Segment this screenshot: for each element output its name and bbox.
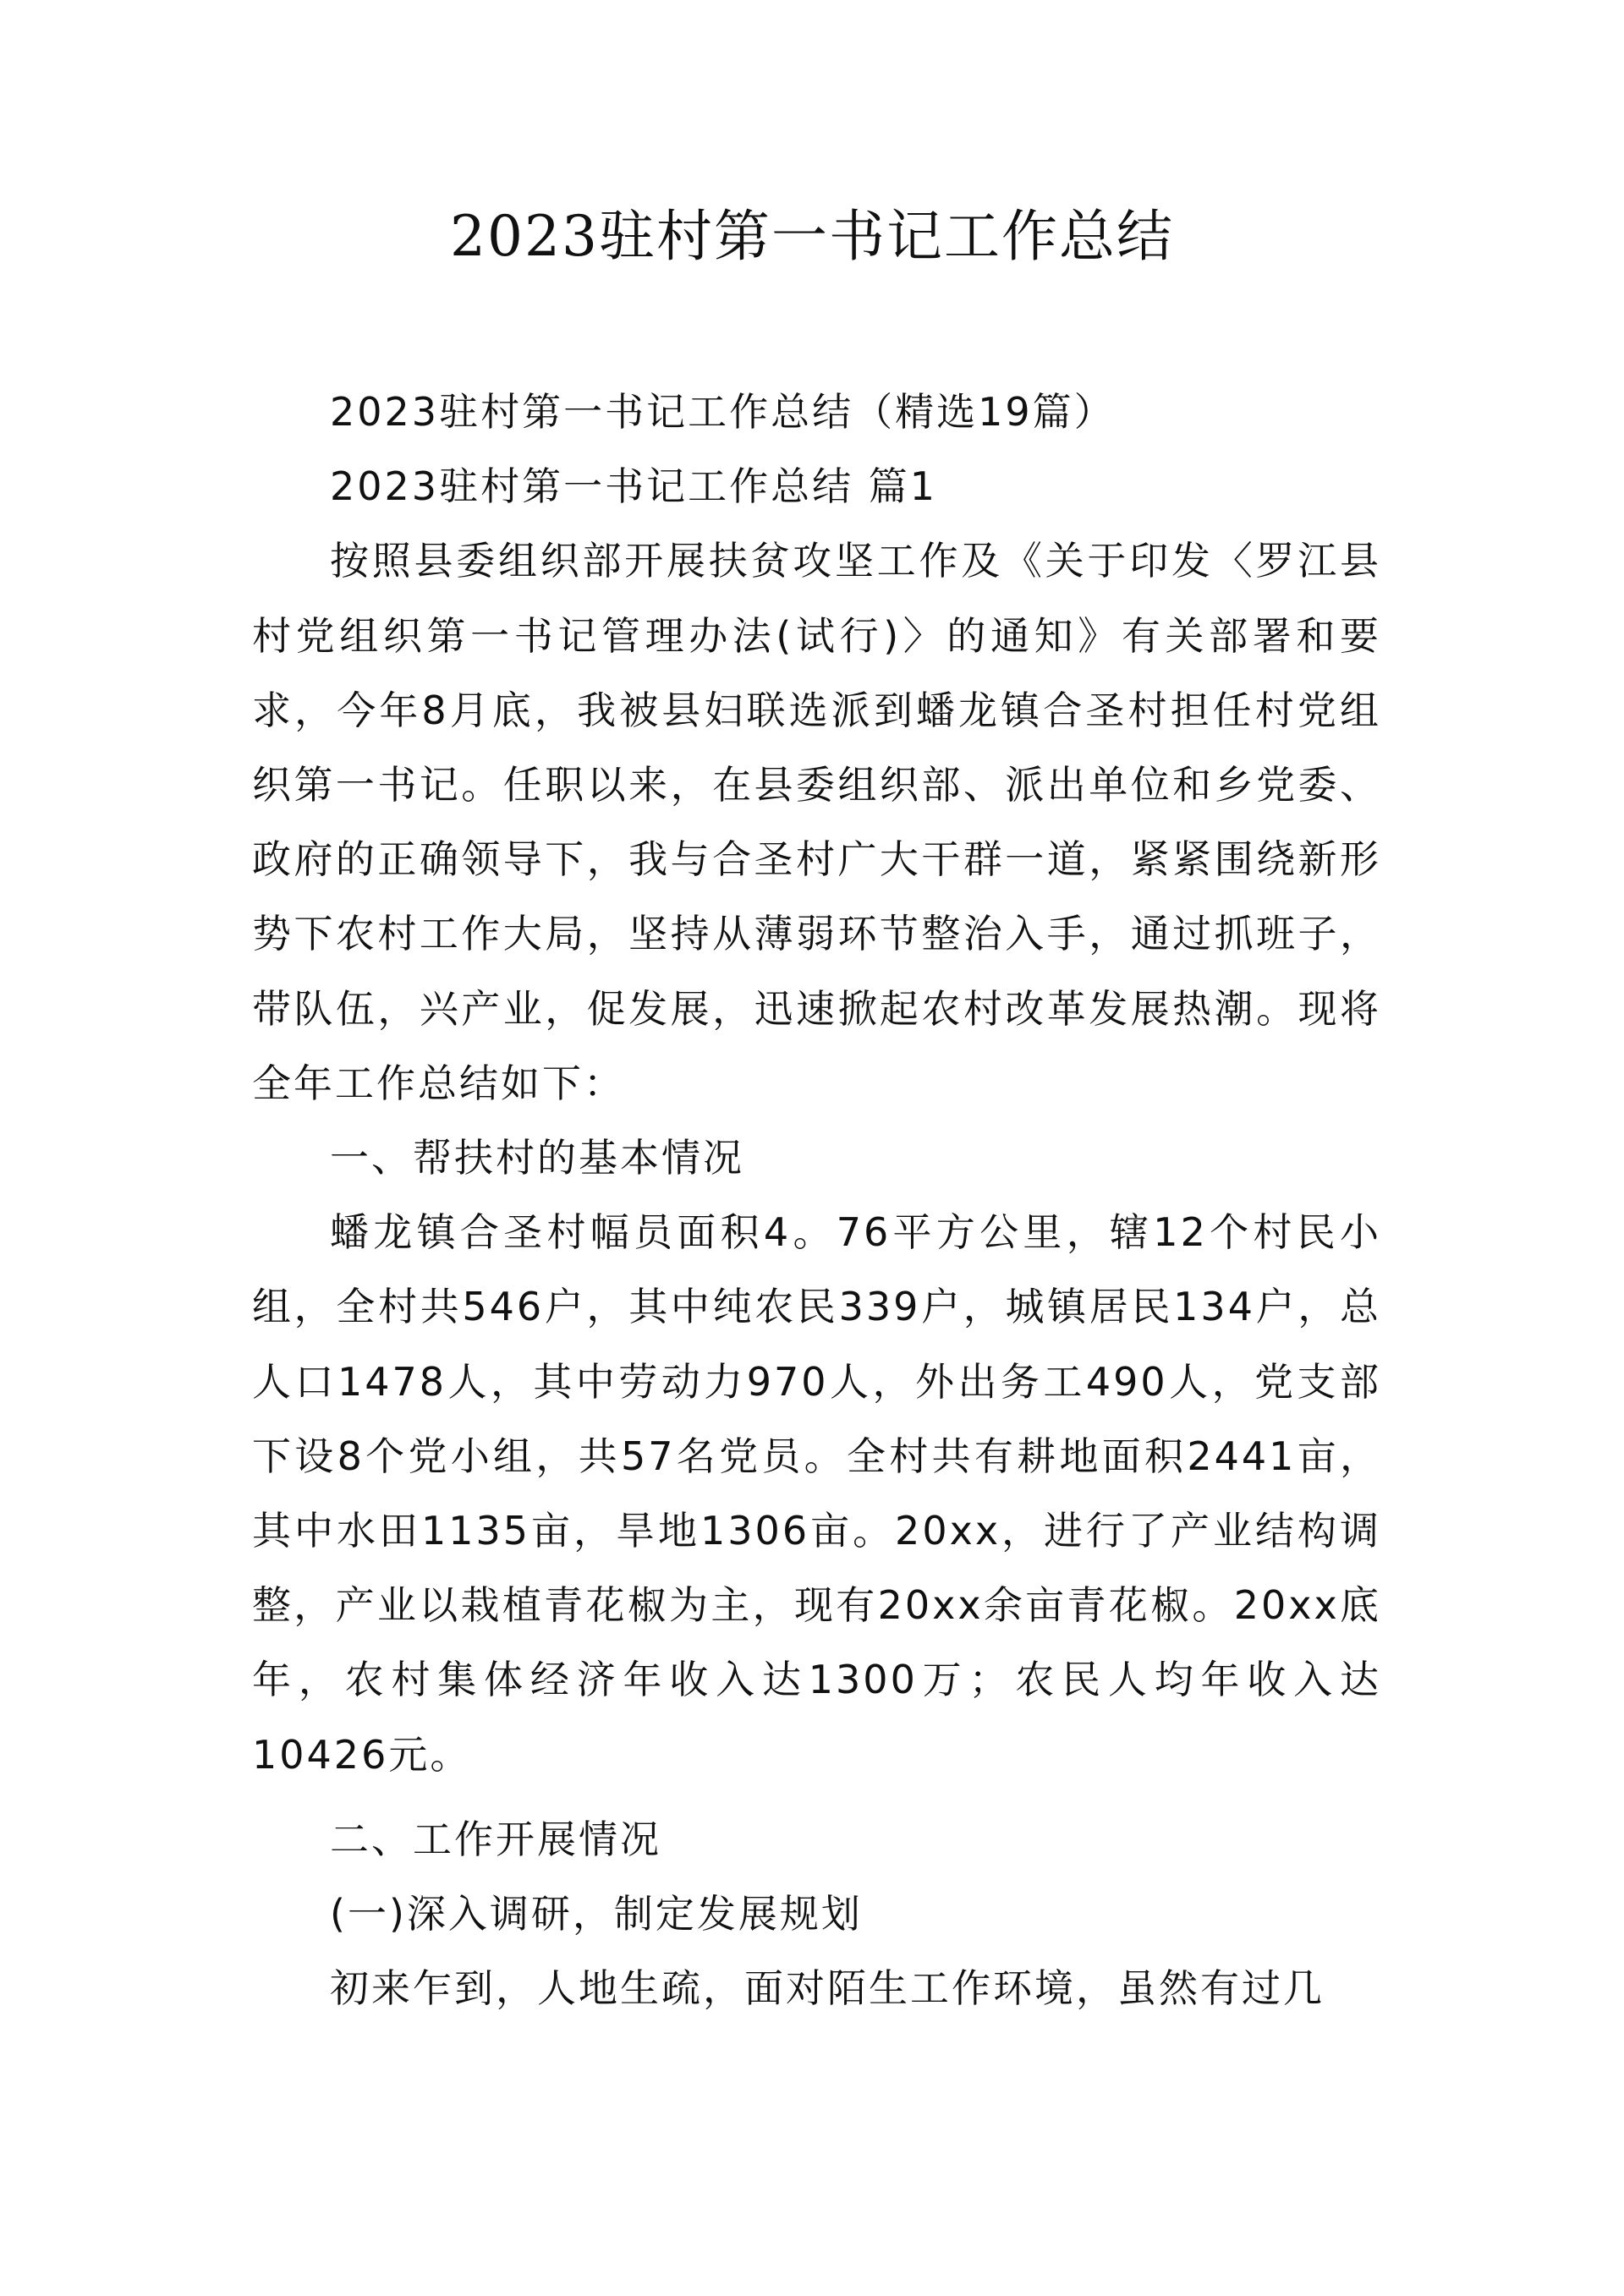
subsection-heading-research: (一)深入调研，制定发展规划 [330, 1891, 863, 1937]
intro-paragraph: 按照县委组织部开展扶贫攻坚工作及《关于印发〈罗江县村党组织第一书记管理办法(试行)〉的通知》有关部署和要求，今年8月底，我被县妇联选派到蟠龙镇合圣村担任村党组织第一书记。任职以来，在县委组织部、派出单位和乡党委、政府的正确领导下，我与合圣村广大干群一道，紧紧围绕新形势下农村工作大局，坚持从薄弱环节整治入手，通过抓班子，带队伍，兴产业，促发展，迅速掀起农村改革发展热潮。现将全年工作总结如下： [252, 538, 1381, 1106]
research-paragraph: 初来乍到，人地生疏，面对陌生工作环境，虽然有过几 [330, 1965, 1325, 2012]
subtitle-paragraph: 2023驻村第一书记工作总结（精选19篇） [330, 389, 1116, 435]
village-info-paragraph: 蟠龙镇合圣村幅员面积4。76平方公里，辖12个村民小组，全村共546户，其中纯农民339户，城镇居民134户，总人口1478人，其中劳动力970人，外出务工490人，党支部下设8个党小组，共57名党员。全村共有耕地面积2441亩，其中水田1135亩，旱地1306亩。20xx，进行了产业结构调整，产业以栽植青花椒为主，现有20xx余亩青花椒。20xx底年，农村集体经济年收入达1300万；农民人均年收入达10426元。 [252, 1209, 1381, 1778]
chapter-heading: 2023驻村第一书记工作总结 篇1 [330, 463, 937, 510]
section-heading-basic-info: 一、帮扶村的基本情况 [330, 1135, 744, 1181]
section-heading-work: 二、工作开展情况 [330, 1816, 661, 1862]
document-title: 2023驻村第一书记工作总结 [450, 204, 1174, 269]
document-body [252, 375, 1381, 2025]
